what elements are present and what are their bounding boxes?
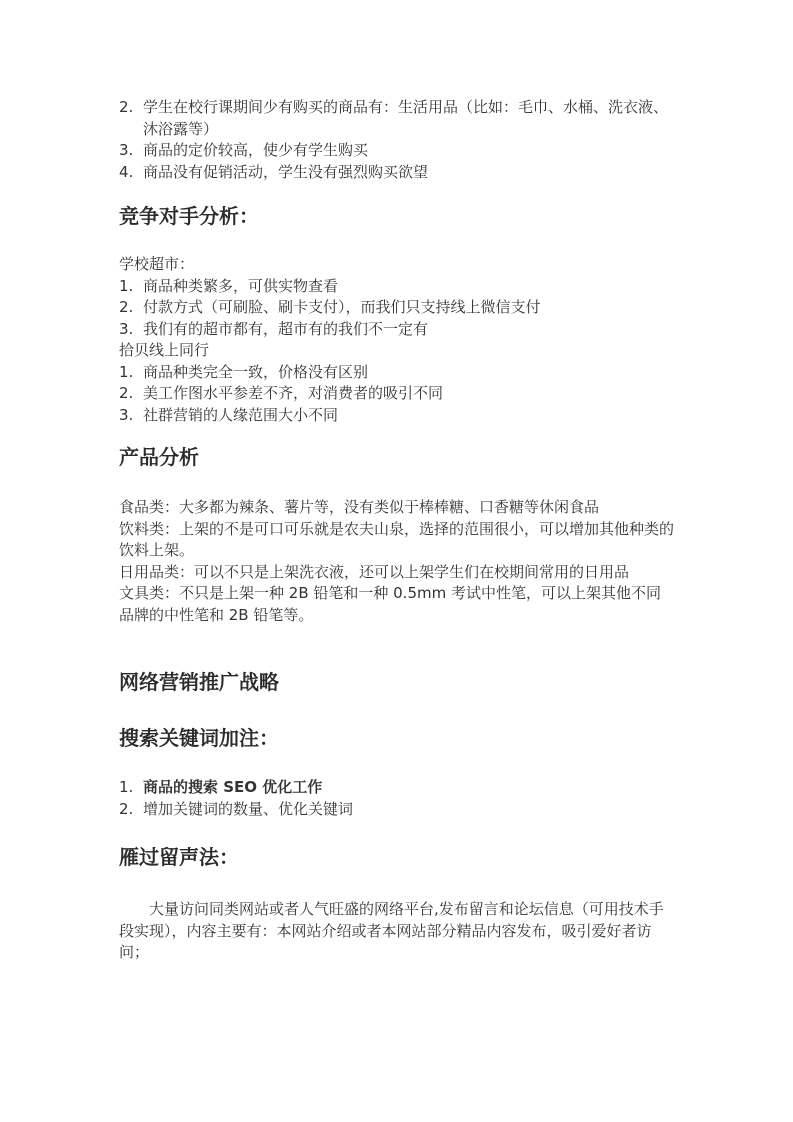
list-number: 3. [119, 141, 134, 159]
list-item-text: 付款方式（可刷脸、刷卡支付），而我们只支持线上微信支付 [143, 298, 541, 316]
list-number: 1. [119, 778, 134, 796]
product-analysis-paragraphs [119, 497, 674, 626]
goose-method-paragraph: 大量访问同类网站或者人气旺盛的网络平台,发布留言和论坛信息（可用技术手段实现），内容主要有：本网站介绍或者本网站部分精品内容发布，吸引爱好者访问； [119, 900, 664, 961]
heading-goose-method: 雁过留声法： [119, 845, 239, 869]
list-item [119, 362, 674, 384]
heading-search-keywords: 搜索关键词加注： [119, 726, 279, 750]
list-item-text: 学生在校行课期间少有购买的商品有：生活用品（比如：毛巾、水桶、洗衣液、沐浴露等） [143, 98, 669, 138]
heading-product-analysis: 产品分析 [119, 445, 199, 469]
seo-keyword-list [119, 777, 674, 820]
paragraph-daily-goods: 日用品类：可以不只是上架洗衣液，还可以上架学生们在校期间常用的日用品 [119, 562, 630, 581]
list-number: 2. [119, 298, 134, 316]
list-item-text: 美工作图水平参差不齐，对消费者的吸引不同 [143, 384, 444, 402]
online-peer-list [119, 362, 674, 427]
list-item [119, 162, 674, 184]
paragraph-stationery: 文具类：不只是上架一种 2B 铅笔和一种 0.5mm 考试中性笔，可以上架其他不同品牌的中性笔和 2B 铅笔等。 [119, 584, 661, 624]
list-item [119, 799, 674, 821]
list-item-text: 增加关键词的数量、优化关键词 [143, 799, 354, 818]
heading-marketing-strategy: 网络营销推广战略 [119, 670, 279, 694]
paragraph-drinks: 饮料类：上架的不是可口可乐就是农夫山泉，选择的范围很小，可以增加其他种类的饮料上架。 [119, 519, 675, 559]
list-item-text: 社群营销的人缘范围大小不同 [143, 405, 339, 424]
list-number: 1. [119, 362, 134, 381]
list-item-text: 商品种类完全一致，价格没有区别 [143, 362, 369, 381]
list-number: 3. [119, 405, 134, 424]
list-number: 2. [119, 384, 134, 402]
list-item [119, 276, 674, 298]
purchase-shortcomings-list [119, 97, 674, 183]
list-item [119, 383, 674, 405]
paragraph-food: 食品类：大多都为辣条、薯片等，没有类似于棒棒糖、口香糖等休闲食品 [119, 498, 600, 516]
list-item [119, 777, 674, 799]
online-peer-label: 拾贝线上同行 [119, 341, 210, 359]
list-item [119, 319, 674, 341]
list-item-text: 商品的搜索 SEO 优化工作 [143, 778, 323, 796]
school-supermarket-label: 学校超市： [119, 255, 195, 273]
list-item [119, 297, 674, 319]
list-number: 4. [119, 162, 134, 181]
list-number: 1. [119, 276, 134, 295]
list-number: 3. [119, 319, 134, 338]
list-item-text: 商品没有促销活动，学生没有强烈购买欲望 [143, 162, 429, 181]
list-item-text: 我们有的超市都有，超市有的我们不一定有 [143, 319, 429, 338]
list-number: 2. [119, 98, 134, 116]
list-item [119, 405, 674, 427]
list-item-text: 商品种类繁多，可供实物查看 [143, 276, 339, 295]
school-supermarket-list [119, 276, 674, 341]
list-number: 2. [119, 799, 134, 818]
list-item [119, 140, 674, 162]
heading-competitor-analysis: 竞争对手分析： [119, 204, 259, 228]
list-item-text: 商品的定价较高，使少有学生购买 [143, 141, 369, 159]
list-item [119, 97, 674, 140]
